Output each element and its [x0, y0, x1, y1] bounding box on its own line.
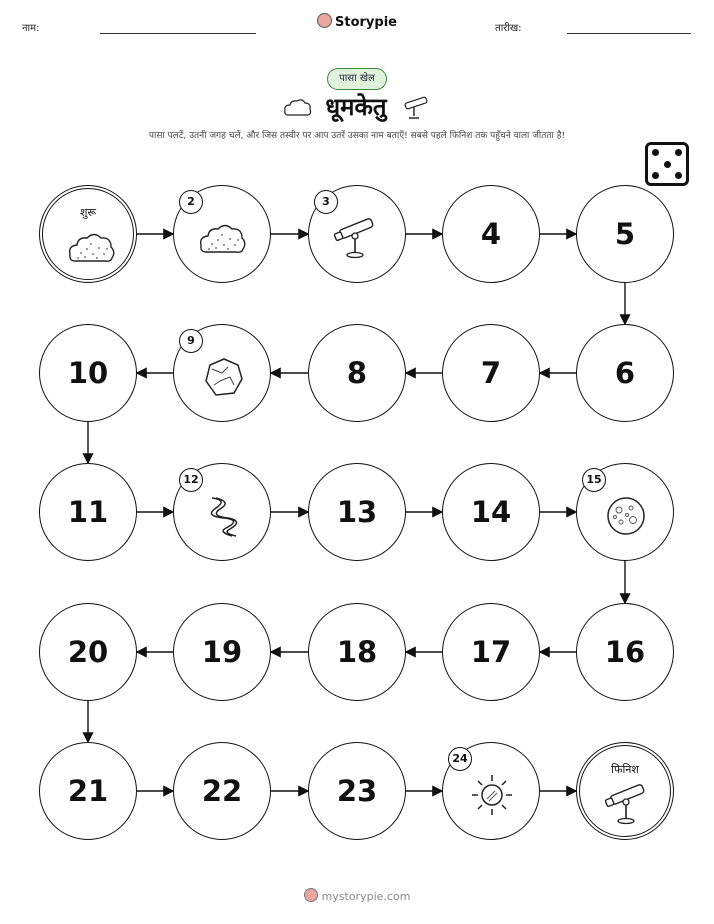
- footer: [0, 888, 714, 903]
- board-cell-19: [173, 603, 271, 701]
- cell-number: 5: [614, 217, 636, 251]
- cell-number: 22: [201, 774, 243, 808]
- board-cell-23: [308, 742, 406, 840]
- cell-number: 21: [67, 774, 109, 808]
- brand-name: Storypie: [335, 15, 397, 30]
- board-cell-12: [173, 463, 271, 561]
- board-cell-11: [39, 463, 137, 561]
- cell-number: 17: [470, 635, 512, 669]
- cell-number: 14: [470, 495, 512, 529]
- moon-crater-icon: [601, 494, 651, 538]
- instructions: पासा पलटें, उतनी जगह चलें, और जिस तस्वीर पर आप उतरें उसका नाम बताएँ! सबसे पहले फिनिश तक पहुँचने वाला जीतता है!: [148, 131, 566, 141]
- board-cell-3: [308, 185, 406, 283]
- name-label: नाम:: [22, 23, 40, 34]
- board-cell-22: [173, 742, 271, 840]
- board-cell-24: [442, 742, 540, 840]
- game-tag: पासा खेल: [327, 68, 387, 90]
- board-cell-8: [308, 324, 406, 422]
- board-cell-9: [173, 324, 271, 422]
- cell-number: 6: [614, 356, 636, 390]
- cell-number-badge: 9: [179, 329, 203, 353]
- cell-number: 18: [336, 635, 378, 669]
- cell-number-badge: 24: [448, 747, 472, 771]
- cell-number: 7: [480, 356, 502, 390]
- telescope-icon: [333, 216, 383, 260]
- board-cell-14: [442, 463, 540, 561]
- cell-number-badge: 15: [582, 468, 606, 492]
- board-cell-6: [576, 324, 674, 422]
- board-cell-10: [39, 324, 137, 422]
- telescope-icon: [604, 782, 654, 826]
- board-cell-13: [308, 463, 406, 561]
- cell-number: 8: [346, 356, 368, 390]
- cell-number: 19: [201, 635, 243, 669]
- board-cell-2: [173, 185, 271, 283]
- ribbon-tail-icon: [198, 494, 248, 538]
- cell-number: 23: [336, 774, 378, 808]
- start-label: शुरू: [79, 206, 97, 219]
- cell-number: 4: [480, 217, 502, 251]
- title-text: धूमकेतु: [325, 93, 387, 121]
- cloud-icon: [198, 216, 248, 260]
- cell-number: 10: [67, 356, 109, 390]
- footer-site: mystorypie.com: [321, 890, 411, 903]
- board-cell-7: [442, 324, 540, 422]
- board-cell-17: [442, 603, 540, 701]
- board-cell-5: [576, 185, 674, 283]
- board-cell-18: [308, 603, 406, 701]
- cell-number-badge: 2: [179, 190, 203, 214]
- rock-icon: [198, 355, 248, 399]
- cell-number: 11: [67, 495, 109, 529]
- date-label: तारीख:: [495, 23, 522, 34]
- cell-number-badge: 3: [314, 190, 338, 214]
- cell-number: 13: [336, 495, 378, 529]
- storypie-logo-icon: [304, 888, 318, 902]
- finish-label: फिनिश: [611, 763, 639, 776]
- cell-number: 20: [67, 635, 109, 669]
- board-cell-finish: [576, 742, 674, 840]
- sun-icon: [467, 773, 517, 817]
- board-cell-21: [39, 742, 137, 840]
- board-cell-start: [39, 185, 137, 283]
- board-cell-4: [442, 185, 540, 283]
- board-cell-16: [576, 603, 674, 701]
- cell-number: 16: [604, 635, 646, 669]
- board-cell-15: [576, 463, 674, 561]
- cell-number-badge: 12: [179, 468, 203, 492]
- board-cell-20: [39, 603, 137, 701]
- cloud-icon: [67, 225, 117, 269]
